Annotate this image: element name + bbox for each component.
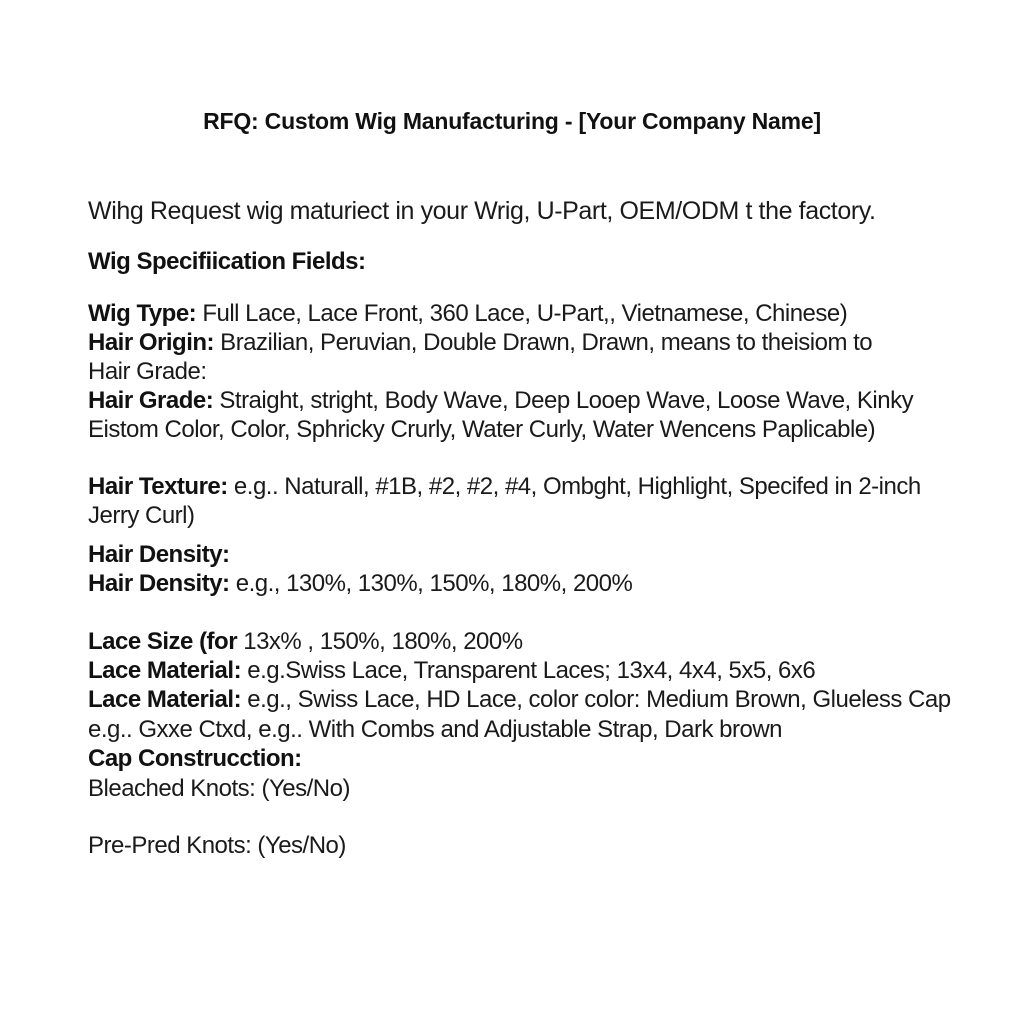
field-label: Hair Texture: — [88, 473, 228, 500]
field-hair-grade — [88, 387, 913, 415]
field-hair-grade-partial — [88, 358, 207, 386]
field-value: Pre-Pred Knots: (Yes/No) — [88, 832, 346, 859]
field-lace-material-2 — [88, 686, 951, 714]
field-label: Hair Density: — [88, 541, 230, 568]
field-value: Full Lace, Lace Front, 360 Lace, U-Part,, Vietnamese, Chinese) — [196, 300, 848, 327]
field-value: Straight, stright, Body Wave, Deep Looep Wave, Loose Wave, Kinky — [213, 387, 914, 414]
field-hair-texture — [88, 473, 921, 501]
field-label: Lace Size (for — [88, 628, 238, 655]
field-lace-size — [88, 628, 523, 656]
field-cap-continuation — [88, 716, 782, 744]
field-label: Hair Grade: — [88, 387, 214, 414]
field-hair-density-heading — [88, 541, 230, 569]
section-heading: Wig Specifiication Fields: — [88, 248, 366, 275]
field-value: e.g., Swiss Lace, HD Lace, color color: Medium Brown, Glueless Cap — [241, 686, 951, 713]
field-value: e.g.. Gxxe Ctxd, e.g.. With Combs and Adjustable Strap, Dark brown — [88, 716, 782, 743]
field-cap-construction — [88, 745, 302, 773]
field-label: Lace Material: — [88, 686, 242, 713]
field-label: Hair Density: — [88, 570, 230, 597]
field-value: Brazilian, Peruvian, Double Drawn, Drawn, means to theisiom to — [214, 329, 873, 356]
document-title: RFQ: Custom Wig Manufacturing - [Your Company Name] — [203, 108, 821, 134]
field-value: e.g.. Naturall, #1B, #2, #2, #4, Ombght, Highlight, Specifed in 2-inch — [227, 473, 921, 500]
field-pre-plucked-knots — [88, 832, 346, 860]
field-label: Hair Origin: — [88, 329, 215, 356]
field-label: Lace Material: — [88, 657, 242, 684]
field-label: Wig Type: — [88, 300, 197, 327]
field-texture-continuation — [88, 502, 195, 530]
field-hair-origin — [88, 329, 872, 357]
field-wig-type — [88, 300, 847, 328]
field-bleached-knots — [88, 775, 350, 803]
field-hair-density — [88, 570, 632, 598]
field-value: 13x% , 150%, 180%, 200% — [237, 628, 523, 655]
field-color-continuation — [88, 416, 875, 444]
field-value: Jerry Curl) — [88, 502, 195, 529]
intro-paragraph: Wihg Request wig maturiect in your Wrig, U-Part, OEM/ODM t the factory. — [88, 197, 876, 225]
field-lace-material-1 — [88, 657, 815, 685]
field-label: Cap Construcction: — [88, 745, 302, 772]
field-value: e.g.Swiss Lace, Transparent Laces; 13x4, 4x4, 5x5, 6x6 — [241, 657, 816, 684]
field-value: Bleached Knots: (Yes/No) — [88, 775, 350, 802]
field-value: e.g., 130%, 130%, 150%, 180%, 200% — [229, 570, 633, 597]
field-value: Hair Grade: — [88, 358, 207, 385]
field-value: Eistom Color, Color, Sphricky Crurly, Water Curly, Water Wencens Paplicable) — [88, 416, 876, 443]
